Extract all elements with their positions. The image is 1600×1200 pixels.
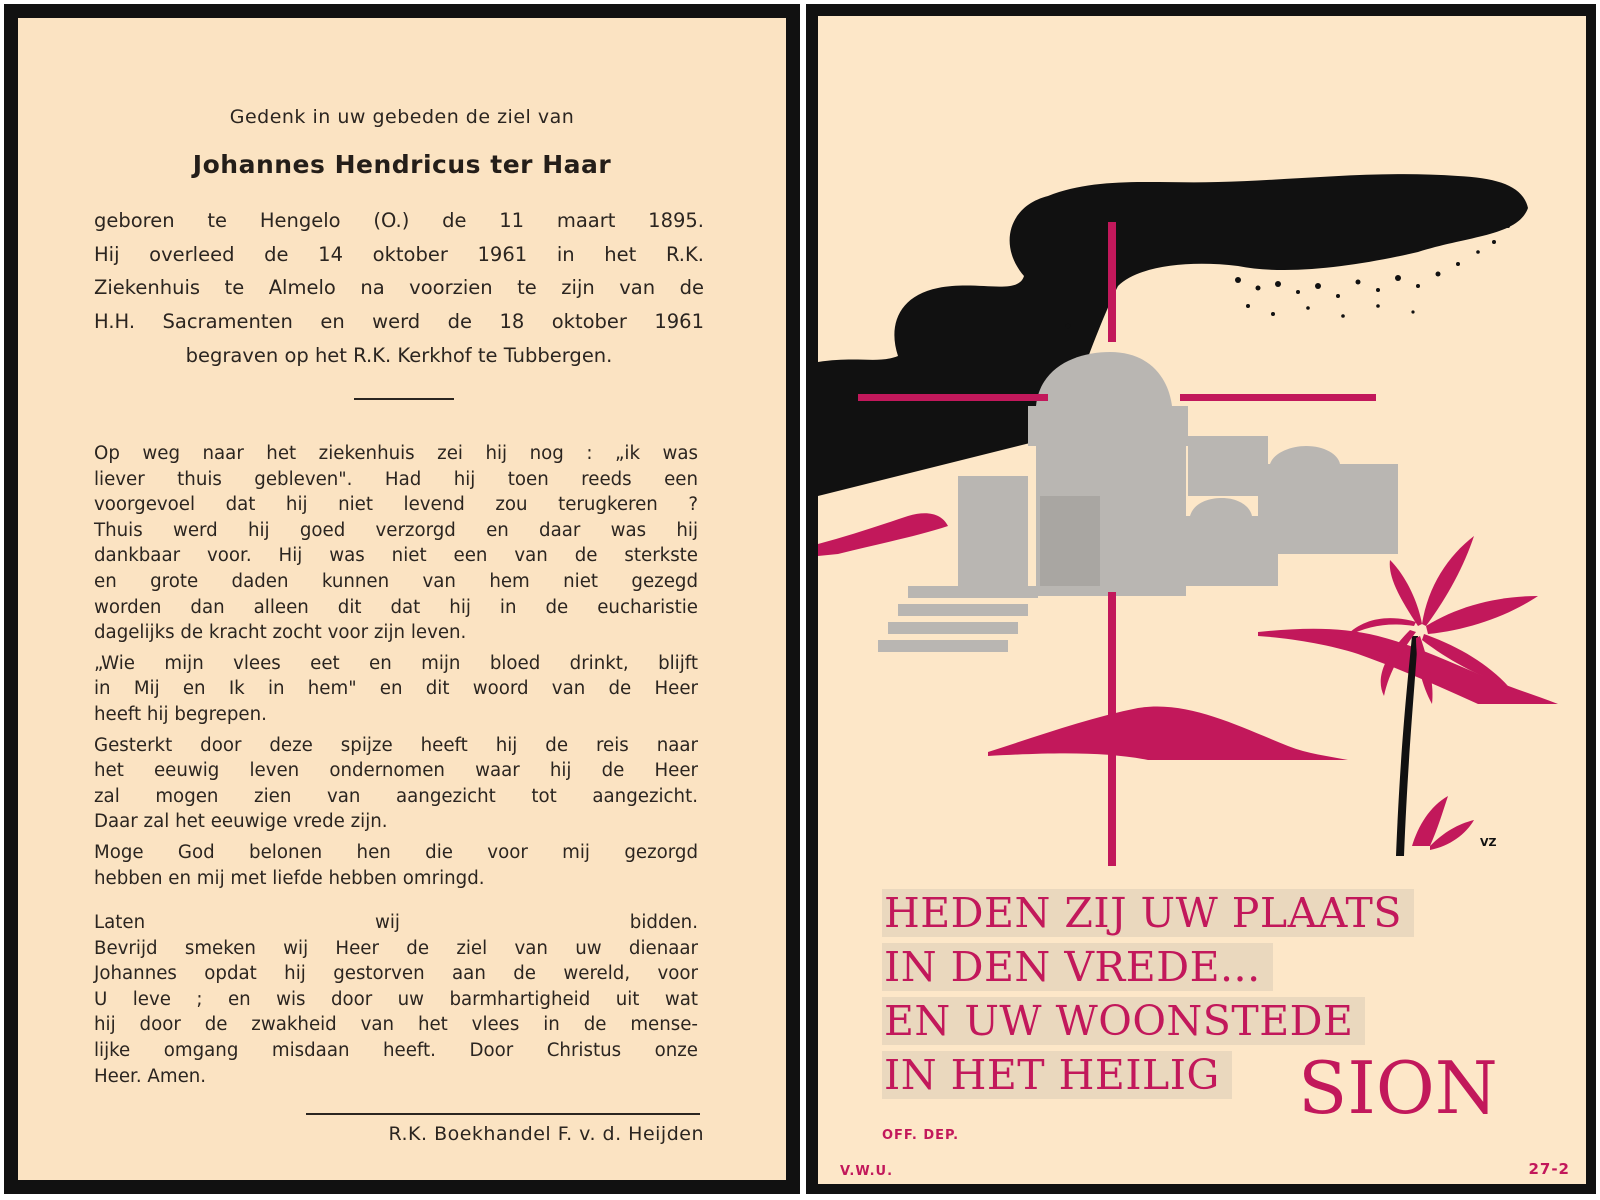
text-line: Laten wij bidden. — [94, 912, 698, 934]
pink-dune-left — [818, 513, 948, 556]
sion-word: SION — [1298, 1046, 1498, 1130]
text-line: hij door de zwakheid van het vlees in de mense- — [94, 1014, 698, 1036]
text-line: Johannes opdat hij gestorven aan de wereld, voor — [94, 963, 698, 985]
publisher-rule — [306, 1113, 700, 1115]
pink-dune-middle — [988, 707, 1348, 760]
text-line: worden dan alleen dit dat hij in de eucharistie — [94, 596, 698, 618]
text-line: dankbaar voor. Hij was niet een van de sterkste — [94, 545, 698, 567]
text-line: Gesterkt door deze spijze heeft hij de reis naar — [94, 734, 698, 756]
card-code: 27-2 — [1528, 1160, 1570, 1178]
text-line: Daar zal het eeuwige vrede zijn. — [94, 811, 388, 833]
text-paragraph — [94, 910, 698, 1089]
text-paragraph — [94, 651, 698, 728]
text-paragraph — [94, 441, 698, 646]
text-paragraph — [94, 733, 698, 835]
jerusalem-illustration — [818, 156, 1586, 876]
slogan-line: IN DEN VREDE... — [882, 940, 1414, 994]
text-line: liever thuis gebleven". Had hij toen reeds een — [94, 468, 698, 490]
biography — [94, 204, 704, 373]
text-line: zal mogen zien van aangezicht tot aangezicht. — [94, 785, 698, 807]
card-paper — [18, 18, 786, 1180]
bio-line: begraven op het R.K. Kerkhof te Tubbergen. — [185, 343, 613, 367]
text-line: Op weg naar het ziekenhuis zei hij nog : „ik was — [94, 443, 698, 464]
slogan-line: IN HET HEILIG — [882, 1048, 1414, 1102]
memorial-card-image — [806, 4, 1596, 1194]
off-dep-label: OFF. DEP. — [882, 1128, 960, 1143]
pink-bush-icon — [1412, 796, 1474, 850]
text-line: Bevrijd smeken wij Heer de ziel van uw dienaar — [94, 937, 698, 959]
bio-line: Ziekenhuis te Almelo na voorzien te zijn van de — [94, 276, 704, 300]
text-line: Thuis werd hij goed verzorgd en daar was hij — [94, 519, 698, 541]
text-line: lijke omgang misdaan heeft. Door Christus onze — [94, 1040, 698, 1062]
bio-line: Hij overleed de 14 oktober 1961 in het R.K. — [94, 242, 704, 266]
text-line: voorgevoel dat hij niet levend zou terugkeren ? — [94, 494, 698, 516]
text-line: het eeuwig leven ondernomen waar hij de Heer — [94, 760, 698, 782]
text-line: hebben en mij met liefde hebben omringd. — [94, 867, 485, 889]
card-paper — [818, 16, 1586, 1184]
text-line: in Mij en Ik in hem" en dit woord van de Heer — [94, 678, 698, 700]
text-line: heeft hij begrepen. — [94, 703, 267, 725]
intro-line: Gedenk in uw gebeden de ziel van — [229, 106, 575, 128]
text-paragraph — [94, 840, 698, 891]
separator-line — [354, 398, 454, 400]
text-line: Moge God belonen hen die voor mij gezorgd — [94, 841, 698, 863]
text-line: en grote daden kunnen van hem niet gezegd — [94, 570, 698, 592]
bio-line: H.H. Sacramenten en werd de 18 oktober 1961 — [94, 310, 704, 334]
slogan-line: HEDEN ZIJ UW PLAATS — [882, 886, 1414, 940]
slogan-line: EN UW WOONSTEDE — [882, 994, 1414, 1048]
deceased-name: Johannes Hendricus ter Haar — [192, 150, 612, 179]
bio-line: geboren te Hengelo (O.) de 11 maart 1895. — [94, 209, 704, 232]
artist-mark: VZ — [1480, 836, 1497, 849]
memorial-card-text — [4, 4, 800, 1194]
publisher-name: R.K. Boekhandel F. v. d. Heijden — [388, 1123, 704, 1145]
text-line: dagelijks de kracht zocht voor zijn leven. — [94, 622, 467, 644]
vwu-label: V.W.U. — [840, 1164, 894, 1179]
text-line: Heer. Amen. — [94, 1065, 207, 1087]
text-line: U leve ; en wis door uw barmhartigheid uit wat — [94, 988, 698, 1010]
memorial-text — [94, 441, 698, 1094]
text-line: „Wie mijn vlees eet en mijn bloed drinkt, blijft — [94, 652, 698, 674]
